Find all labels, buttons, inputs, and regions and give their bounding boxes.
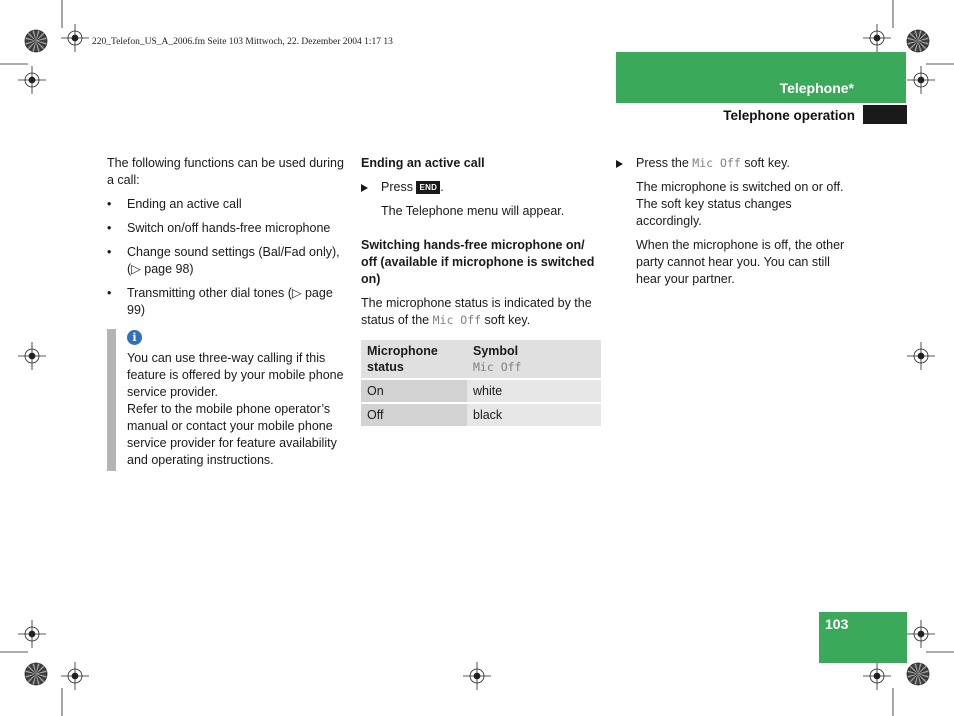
starburst-target-icon <box>907 30 929 52</box>
info-note <box>127 350 349 469</box>
mic-switch-text: The microphone is switched on or off. The soft key status changes accordingly. <box>636 180 844 228</box>
column-2 <box>361 155 601 329</box>
list-item: • Switch on/off hands-free microphone <box>107 220 347 237</box>
end-key: END <box>416 181 440 194</box>
table-header-status: Microphone status <box>361 340 467 378</box>
tab-marker <box>863 105 907 124</box>
table-header-symbol: Symbol Mic Off <box>467 340 601 378</box>
list-item: • Change sound settings (Bal/Fad only), (▷ page 98) <box>107 244 347 278</box>
info-text: You can use three-way calling if this feature is offered by your mobile phone service provider. <box>127 351 344 399</box>
table-row: Off black <box>361 404 601 426</box>
mic-off-key: Mic Off <box>692 156 741 170</box>
mic-off-text: When the microphone is off, the other party cannot hear you. You can still hear your partner. <box>636 238 845 286</box>
starburst-target-icon <box>25 30 47 52</box>
registration-mark-icon <box>61 662 89 690</box>
registration-mark-icon <box>907 342 935 370</box>
page-number: 103 <box>825 616 849 632</box>
arrow-bullet-icon <box>361 184 368 192</box>
column-3 <box>616 155 856 288</box>
registration-mark-icon <box>863 662 891 690</box>
starburst-target-icon <box>25 663 47 685</box>
registration-mark-icon <box>18 342 46 370</box>
registration-mark-icon <box>18 66 46 94</box>
instruction-step: Press the Mic Off soft key. <box>616 155 856 172</box>
registration-mark-icon <box>907 620 935 648</box>
mic-status-text: The microphone status is indicated by the status of the Mic Off soft key. <box>361 296 592 327</box>
info-icon: i <box>127 330 142 345</box>
info-sidebar <box>107 329 116 471</box>
starburst-target-icon <box>907 663 929 685</box>
info-text-2: Refer to the mobile phone operator’s manual or contact your mobile phone service provider for feature availability and operating instructions. <box>127 402 337 467</box>
table-row: On white <box>361 380 601 402</box>
registration-mark-icon <box>463 662 491 690</box>
mic-status-table <box>361 338 601 428</box>
table-header-row <box>361 340 601 378</box>
heading-ending-call: Ending an active call <box>361 156 485 170</box>
section-title: Telephone* <box>779 80 854 96</box>
instruction-step: Press END . <box>361 179 601 196</box>
column-1 <box>107 155 347 319</box>
subsection-title: Telephone operation <box>723 108 855 123</box>
registration-mark-icon <box>863 24 891 52</box>
registration-mark-icon <box>18 620 46 648</box>
list-item: • Ending an active call <box>107 196 347 213</box>
list-item: • Transmitting other dial tones (▷ page 99) <box>107 285 347 319</box>
intro-text: The following functions can be used during a call: <box>107 156 344 187</box>
section-header-bar <box>616 52 906 103</box>
registration-mark-icon <box>61 24 89 52</box>
mic-off-key: Mic Off <box>432 313 482 327</box>
header-meta: 220_Telefon_US_A_2006.fm Seite 103 Mittwoch, 22. Dezember 2004 1:17 13 <box>92 37 393 47</box>
arrow-bullet-icon <box>616 160 623 168</box>
heading-switch-mic: Switching hands-free microphone on/ off (available if microphone is switched on) <box>361 238 595 286</box>
menu-appear-text: The Telephone menu will appear. <box>381 204 565 218</box>
registration-mark-icon <box>907 66 935 94</box>
